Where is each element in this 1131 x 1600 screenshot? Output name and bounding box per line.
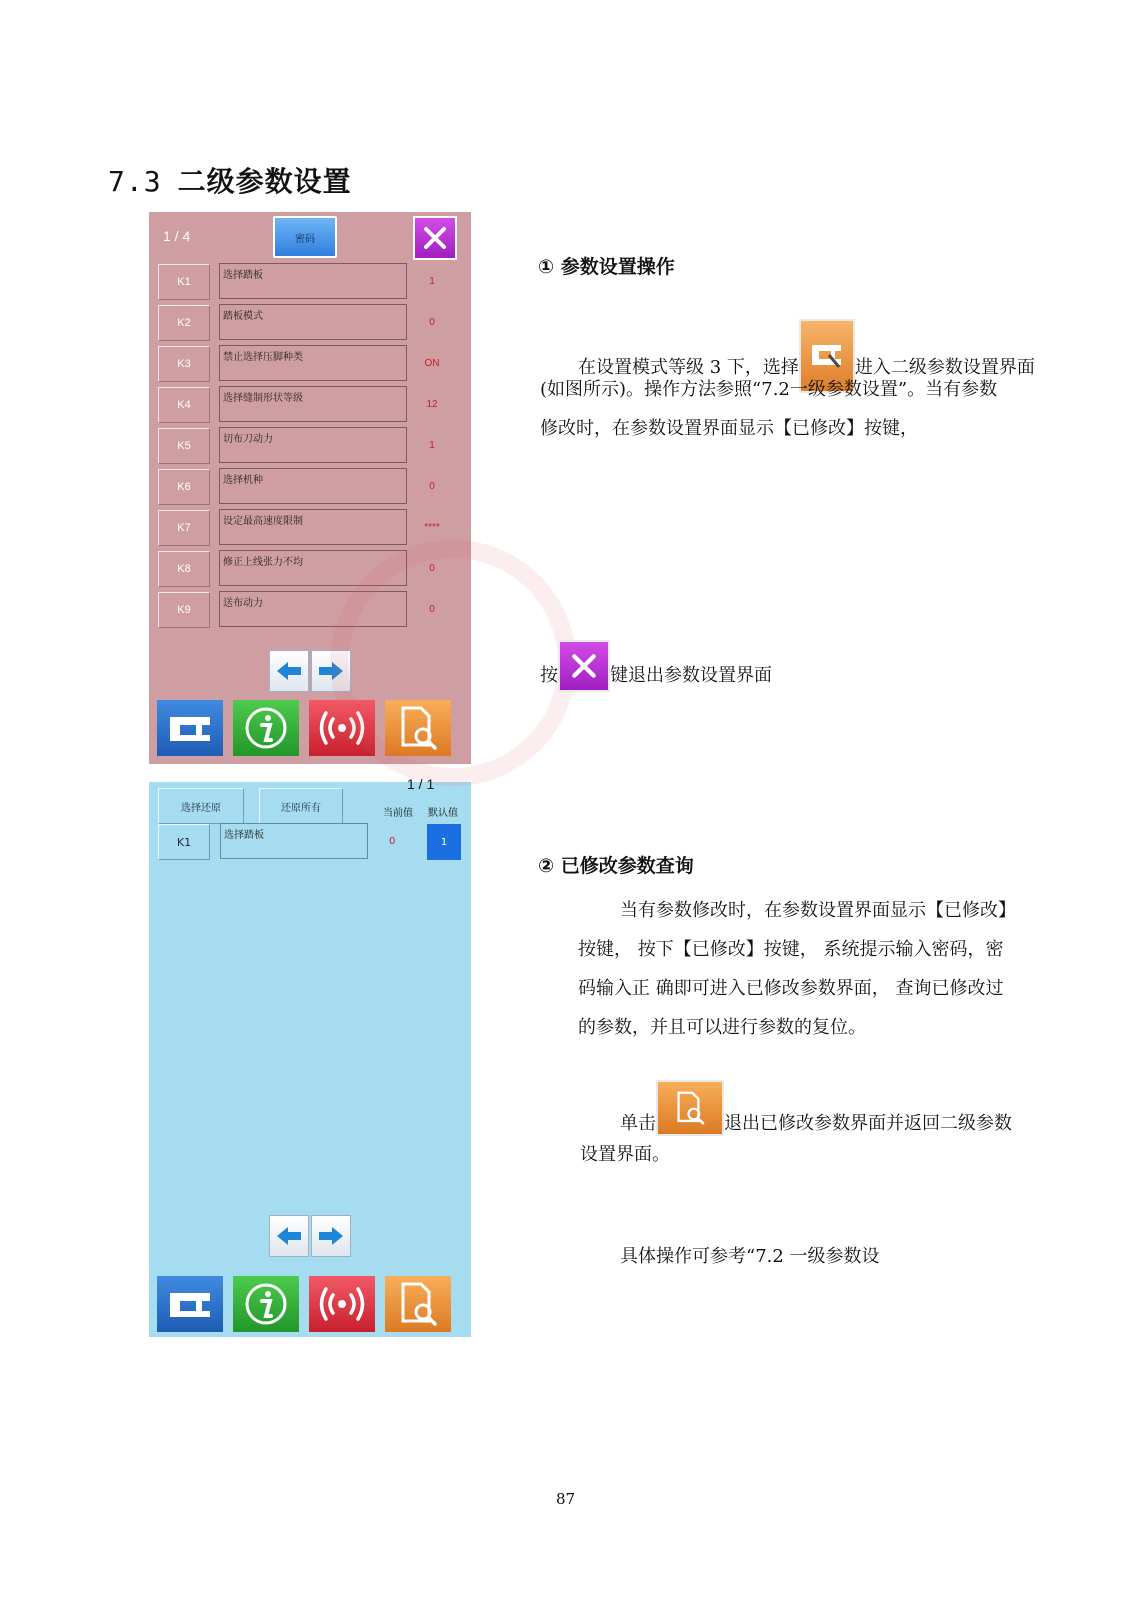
param-name[interactable]: 选择踏板: [220, 823, 368, 859]
close-button[interactable]: [413, 216, 457, 260]
section1-line2: (如图所示)。操作方法参照“7.2一级参数设置”。当有参数: [540, 379, 998, 400]
param-key-button[interactable]: K1: [158, 824, 210, 860]
section2-click-a: 单击: [620, 1113, 656, 1134]
page-number: 87: [555, 1490, 576, 1508]
restore-selected-button[interactable]: 选择还原: [158, 788, 244, 824]
sewing-mode-button[interactable]: [157, 700, 223, 756]
param-key-button[interactable]: K9: [158, 592, 210, 628]
section1-line1-a: 在设置模式等级 3 下，选择: [578, 357, 799, 378]
param-value: ON: [424, 358, 440, 369]
param-name[interactable]: 修正上线张力不均: [219, 550, 407, 586]
param-key-button[interactable]: K8: [158, 551, 210, 587]
param-name[interactable]: 选择踏板: [219, 263, 407, 299]
document-search-icon: [656, 1080, 724, 1136]
exit-instruction-b: 键退出参数设置界面: [610, 665, 772, 686]
sewing-mode-button[interactable]: [157, 1276, 223, 1332]
info-button[interactable]: [233, 700, 299, 756]
param-name[interactable]: 送布动力: [219, 591, 407, 627]
section-heading: [108, 160, 352, 200]
param-value: 12: [426, 399, 438, 410]
section2-line3: 码输入正 确即可进入已修改参数界面， 查询已修改过: [578, 978, 1004, 999]
section2-reference: 具体操作可参考“7.2 一级参数设: [620, 1246, 880, 1267]
section2-line2: 按键， 按下【已修改】按键， 系统提示输入密码，密: [578, 939, 1004, 960]
param-key-button[interactable]: K3: [158, 346, 210, 382]
next-page-button[interactable]: [311, 1215, 351, 1257]
param-value: 0: [429, 481, 435, 492]
section2-title: ② 已修改参数查询: [538, 855, 694, 877]
info-button[interactable]: [233, 1276, 299, 1332]
prev-page-button[interactable]: [269, 1215, 309, 1257]
modified-params-screen: [149, 776, 471, 1337]
password-button[interactable]: 密码: [273, 216, 337, 258]
section-title: 二级参数设置: [177, 165, 352, 198]
param-key-button[interactable]: K7: [158, 510, 210, 546]
param-value: ****: [424, 522, 440, 533]
param-name[interactable]: 选择缝制形状等级: [219, 386, 407, 422]
page-indicator: 1 / 4: [163, 228, 191, 244]
section1-title: ① 参数设置操作: [538, 256, 675, 278]
section1-line1-b: 进入二级参数设置界面: [854, 357, 1035, 378]
param-value: 0: [429, 604, 435, 615]
wireless-signal-icon: [316, 1286, 368, 1322]
param-name[interactable]: 踏板模式: [219, 304, 407, 340]
default-value-header: 默认值: [428, 808, 458, 819]
current-value: 0: [389, 836, 396, 847]
param-key-button[interactable]: K6: [158, 469, 210, 505]
info-icon: [244, 706, 288, 750]
sewing-machine-icon: [166, 713, 214, 743]
section1-line3: 修改时，在参数设置界面显示【已修改】按键，: [540, 418, 918, 439]
default-value: 1: [427, 824, 461, 860]
sewing-machine-icon: [166, 1289, 214, 1319]
document-search-icon: [397, 1281, 439, 1327]
section2-click-line: [620, 1096, 1100, 1152]
current-value-header: 当前值: [383, 808, 413, 819]
communication-button[interactable]: [309, 1276, 375, 1332]
section-number: 7.3: [108, 165, 162, 198]
page-indicator: 1 / 1: [407, 776, 435, 792]
section2-line4: 的参数，并且可以进行参数的复位。: [578, 1017, 866, 1038]
param-value: 1: [429, 276, 435, 287]
param-value: 0: [429, 317, 435, 328]
close-icon: [558, 640, 610, 692]
param-key-button[interactable]: K5: [158, 428, 210, 464]
exit-instruction-a: 按: [540, 665, 558, 686]
arrow-right-icon: [317, 1225, 345, 1247]
restore-all-button[interactable]: 还原所有: [259, 788, 343, 824]
param-key-button[interactable]: K4: [158, 387, 210, 423]
close-icon: [421, 224, 449, 252]
modified-params-button[interactable]: [385, 1276, 451, 1332]
param-value: 1: [429, 440, 435, 451]
exit-instruction: [540, 650, 772, 702]
param-value: 0: [429, 563, 435, 574]
arrow-left-icon: [275, 1225, 303, 1247]
param-name[interactable]: 切布刀动力: [219, 427, 407, 463]
param-key-button[interactable]: K1: [158, 264, 210, 300]
arrow-left-icon: [275, 660, 303, 682]
param-name[interactable]: 选择机种: [219, 468, 407, 504]
param-name[interactable]: 设定最高速度限制: [219, 509, 407, 545]
section2-click-b: 退出已修改参数界面并返回二级参数: [724, 1113, 1012, 1134]
param-name[interactable]: 禁止选择压脚种类: [219, 345, 407, 381]
prev-page-button[interactable]: [269, 650, 309, 692]
section2-line1: 当有参数修改时，在参数设置界面显示【已修改】: [620, 900, 1016, 921]
param-key-button[interactable]: K2: [158, 305, 210, 341]
section2-click-c: 设置界面。: [580, 1144, 670, 1165]
info-icon: [244, 1282, 288, 1326]
